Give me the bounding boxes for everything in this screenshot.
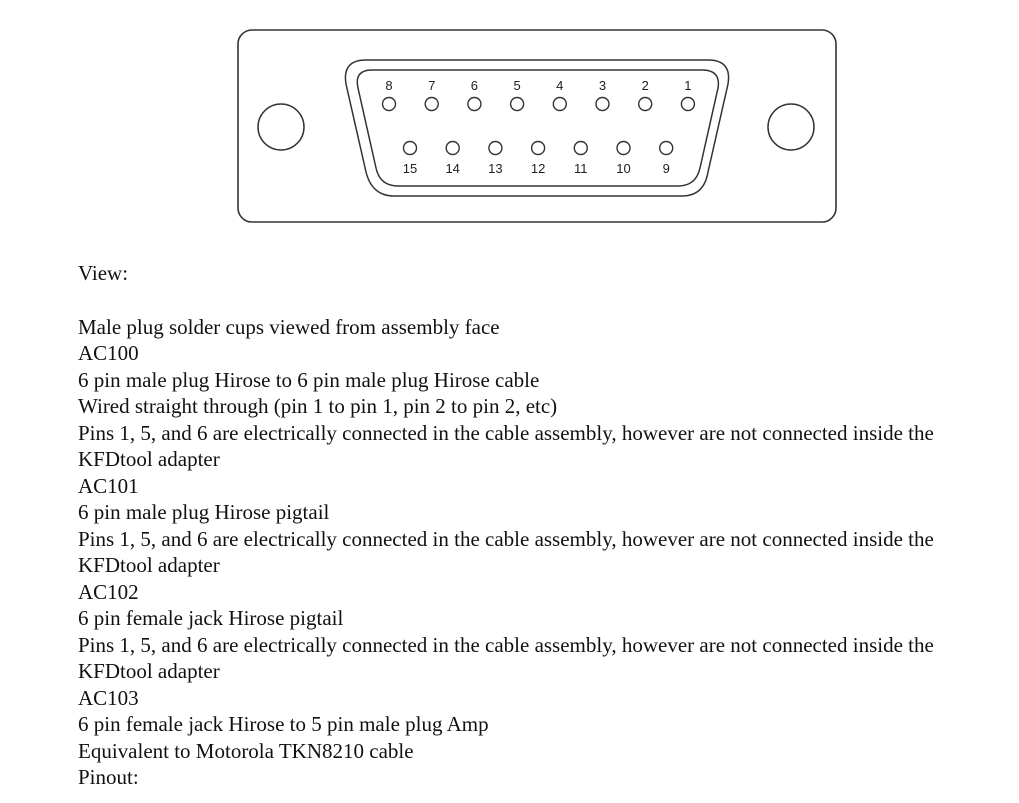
pin-7-label: 7 (428, 78, 436, 93)
pin-14-label: 14 (445, 161, 460, 176)
ac101-description: 6 pin male plug Hirose pigtail (78, 500, 330, 524)
ac100-pins-note: Pins 1, 5, and 6 are electrically connected in the cable assembly, however are not connected inside the KFDtool adapter (78, 420, 934, 471)
ac101-pins-note: Pins 1, 5, and 6 are electrically connected in the cable assembly, however are not connected inside the KFDtool adapter (78, 526, 934, 577)
pin-13-contact (489, 142, 502, 155)
part-number-ac103: AC103 (78, 685, 139, 710)
pin-4-label: 4 (556, 78, 564, 93)
ac100-description: 6 pin male plug Hirose to 6 pin male plug Hirose cable (78, 367, 540, 392)
pin-6-label: 6 (470, 78, 479, 93)
db15-connector-diagram (0, 0, 1019, 240)
pin-2-label: 2 (641, 78, 649, 93)
pin-1-contact (681, 98, 694, 111)
view-label: View: (78, 261, 129, 285)
pin-9-contact (660, 142, 673, 155)
pin-5-contact (511, 98, 524, 111)
pin-9-label: 9 (662, 161, 670, 176)
mounting-hole-left (258, 104, 304, 150)
pin-10-contact (617, 142, 630, 155)
pin-8-contact (383, 98, 396, 111)
pin-8-label: 8 (385, 78, 393, 93)
part-number-ac100: AC100 (78, 341, 139, 365)
document-text (78, 260, 1008, 791)
part-number-ac102: AC102 (78, 579, 139, 604)
ac102-description: 6 pin female jack Hirose pigtail (78, 606, 344, 630)
pin-2-contact (639, 98, 652, 111)
pin-3-contact (596, 98, 609, 111)
assembly-face-note: Male plug solder cups viewed from assembly face (78, 314, 500, 339)
ac103-description: 6 pin female jack Hirose to 5 pin male plug Amp (78, 712, 489, 736)
pin-11-label: 11 (574, 161, 588, 176)
pin-15-label: 15 (402, 161, 418, 176)
pin-5-label: 5 (513, 78, 521, 93)
ac100-wiring-note: Wired straight through (pin 1 to pin 1, pin 2 to pin 2, etc) (78, 394, 558, 418)
pin-1-label: 1 (684, 78, 692, 93)
blank-line (78, 287, 1008, 314)
ac102-pins-note: Pins 1, 5, and 6 are electrically connected in the cable assembly, however are not connected inside the KFDtool adapter (78, 632, 934, 683)
pin-11-contact (574, 142, 587, 155)
pin-10-label: 10 (616, 161, 631, 176)
pin-3-label: 3 (598, 78, 607, 93)
pin-4-contact (553, 98, 566, 111)
pinout-label: Pinout: (78, 765, 139, 789)
mounting-hole-right (768, 104, 814, 150)
pin-6-contact (468, 98, 481, 111)
ac103-equivalent-note: Equivalent to Motorola TKN8210 cable (78, 738, 414, 763)
pin-12-contact (532, 142, 545, 155)
pin-12-label: 12 (530, 161, 546, 176)
pin-15-contact (404, 142, 417, 155)
pin-7-contact (425, 98, 438, 111)
pin-14-contact (446, 142, 459, 155)
part-number-ac101: AC101 (78, 473, 139, 498)
pin-13-label: 13 (488, 161, 503, 176)
